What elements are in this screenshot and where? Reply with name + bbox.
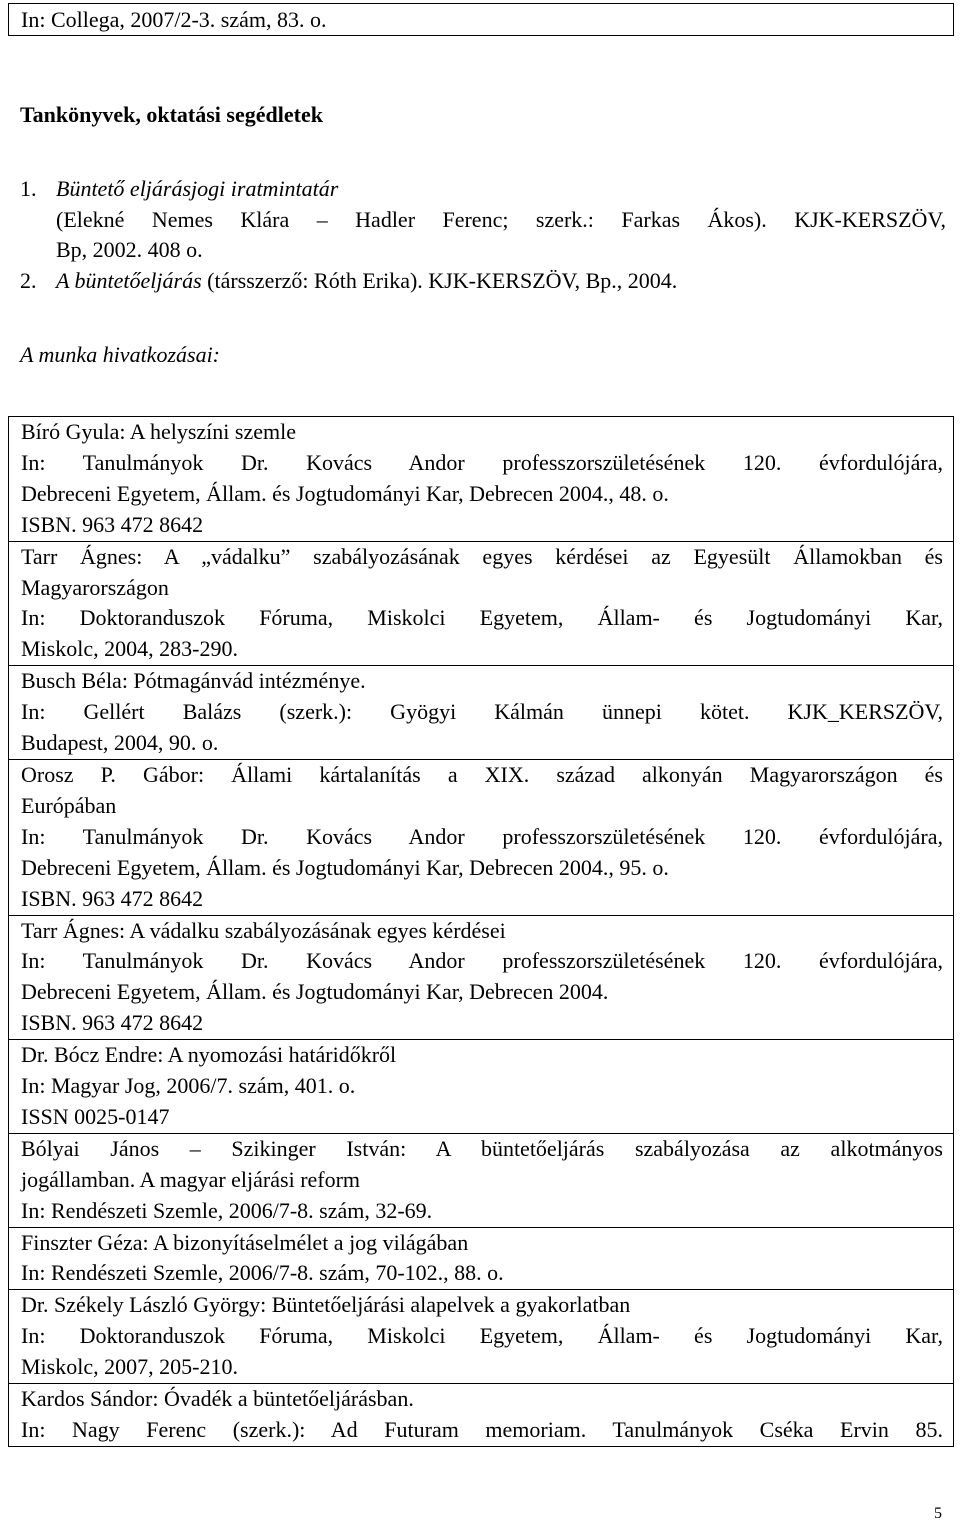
reference-line: In: Doktoranduszok Fóruma, Miskolci Egyetem, Állam- és Jogtudományi Kar,	[21, 605, 943, 631]
reference-line: In: Rendészeti Szemle, 2006/7-8. szám, 70-102., 88. o.	[21, 1260, 504, 1286]
reference-entry	[8, 542, 954, 667]
item-title: Büntető eljárásjogi iratmintatár	[56, 176, 339, 201]
reference-title: Bíró Gyula: A helyszíni szemle	[21, 419, 296, 444]
reference-line: Európában	[21, 792, 117, 818]
reference-line: In: Doktoranduszok Fóruma, Miskolci Egyetem, Állam- és Jogtudományi Kar,	[21, 1323, 943, 1349]
textbook-item	[20, 266, 946, 297]
reference-title: Tarr Ágnes: A vádalku szabályozásának egyes kérdései	[21, 917, 506, 943]
reference-entry	[8, 1134, 954, 1228]
reference-line: In: Gellért Balázs (szerk.): Gyögyi Kálmán ünnepi kötet. KJK_KERSZÖV,	[21, 699, 943, 725]
item-details: (társszerző: Róth Erika). KJK-KERSZÖV, Bp., 2004.	[201, 267, 678, 293]
reference-entry	[8, 416, 954, 542]
citation-text: In: Collega, 2007/2-3. szám, 83. o.	[21, 7, 327, 32]
reference-line: ISSN 0025-0147	[21, 1103, 170, 1129]
reference-entry	[8, 666, 954, 760]
item-title: A büntetőeljárás	[56, 267, 202, 293]
item-line: (Elekné Nemes Klára – Hadler Ferenc; szerk.: Farkas Ákos). KJK-KERSZÖV,	[56, 206, 946, 232]
reference-entry	[8, 760, 954, 916]
item-body	[56, 266, 946, 297]
reference-line: In: Rendészeti Szemle, 2006/7-8. szám, 32-69.	[21, 1197, 433, 1223]
reference-entry	[8, 916, 954, 1041]
reference-title: Tarr Ágnes: A „vádalku” szabályozásának egyes kérdései az Egyesült Államokban és	[21, 543, 943, 569]
textbook-item	[20, 174, 946, 266]
references-list	[8, 416, 954, 1447]
textbook-list	[20, 174, 946, 296]
reference-line: Debreceni Egyetem, Állam. és Jogtudományi Kar, Debrecen 2004.	[21, 979, 609, 1005]
reference-title: Bólyai János – Szikinger István: A büntetőeljárás szabályozása az alkotmányos	[21, 1135, 943, 1161]
reference-entry	[8, 1290, 954, 1384]
item-body	[56, 174, 946, 266]
reference-line: ISBN. 963 472 8642	[21, 885, 204, 911]
reference-line: In: Tanulmányok Dr. Kovács Andor professzorszületésének 120. évfordulójára,	[21, 823, 943, 849]
reference-title: Busch Béla: Pótmagánvád intézménye.	[21, 668, 366, 694]
reference-line: In: Tanulmányok Dr. Kovács Andor professzorszületésének 120. évfordulójára,	[21, 948, 943, 974]
reference-line: In: Nagy Ferenc (szerk.): Ad Futuram memoriam. Tanulmányok Cséka Ervin 85.	[21, 1417, 943, 1442]
reference-title: Finszter Géza: A bizonyításelmélet a jog világában	[21, 1229, 469, 1255]
reference-line: Debreceni Egyetem, Állam. és Jogtudományi Kar, Debrecen 2004., 95. o.	[21, 854, 669, 880]
reference-line: Miskolc, 2007, 205-210.	[21, 1354, 238, 1380]
item-number: 2.	[20, 267, 37, 293]
reference-title: Dr. Székely László György: Büntetőeljárási alapelvek a gyakorlatban	[21, 1292, 631, 1318]
page-number: 5	[934, 1505, 942, 1522]
reference-line: In: Magyar Jog, 2006/7. szám, 401. o.	[21, 1073, 356, 1099]
reference-entry	[8, 1040, 954, 1134]
reference-title: Kardos Sándor: Óvadék a büntetőeljárásban.	[21, 1386, 414, 1412]
reference-title: Dr. Bócz Endre: A nyomozási határidőkről	[21, 1042, 397, 1068]
reference-line: Magyarországon	[21, 574, 169, 600]
reference-line: jogállamban. A magyar eljárási reform	[21, 1166, 361, 1192]
item-line: Bp, 2002. 408 o.	[56, 237, 203, 262]
item-number: 1.	[20, 176, 37, 201]
reference-line: ISBN. 963 472 8642	[21, 1010, 204, 1036]
reference-line: Miskolc, 2004, 283-290.	[21, 636, 238, 662]
reference-entry	[8, 1228, 954, 1291]
reference-title: Orosz P. Gábor: Állami kártalanítás a XIX. század alkonyán Magyarországon és	[21, 761, 943, 787]
section-title: Tankönyvek, oktatási segédletek	[20, 102, 323, 127]
reference-line: Debreceni Egyetem, Állam. és Jogtudományi Kar, Debrecen 2004., 48. o.	[21, 480, 669, 506]
reference-line: Budapest, 2004, 90. o.	[21, 730, 219, 756]
citation-box	[8, 3, 954, 36]
references-label: A munka hivatkozásai:	[20, 342, 221, 367]
reference-entry	[8, 1384, 954, 1447]
reference-line: In: Tanulmányok Dr. Kovács Andor professzorszületésének 120. évfordulójára,	[21, 449, 943, 475]
reference-line: ISBN. 963 472 8642	[21, 511, 204, 537]
